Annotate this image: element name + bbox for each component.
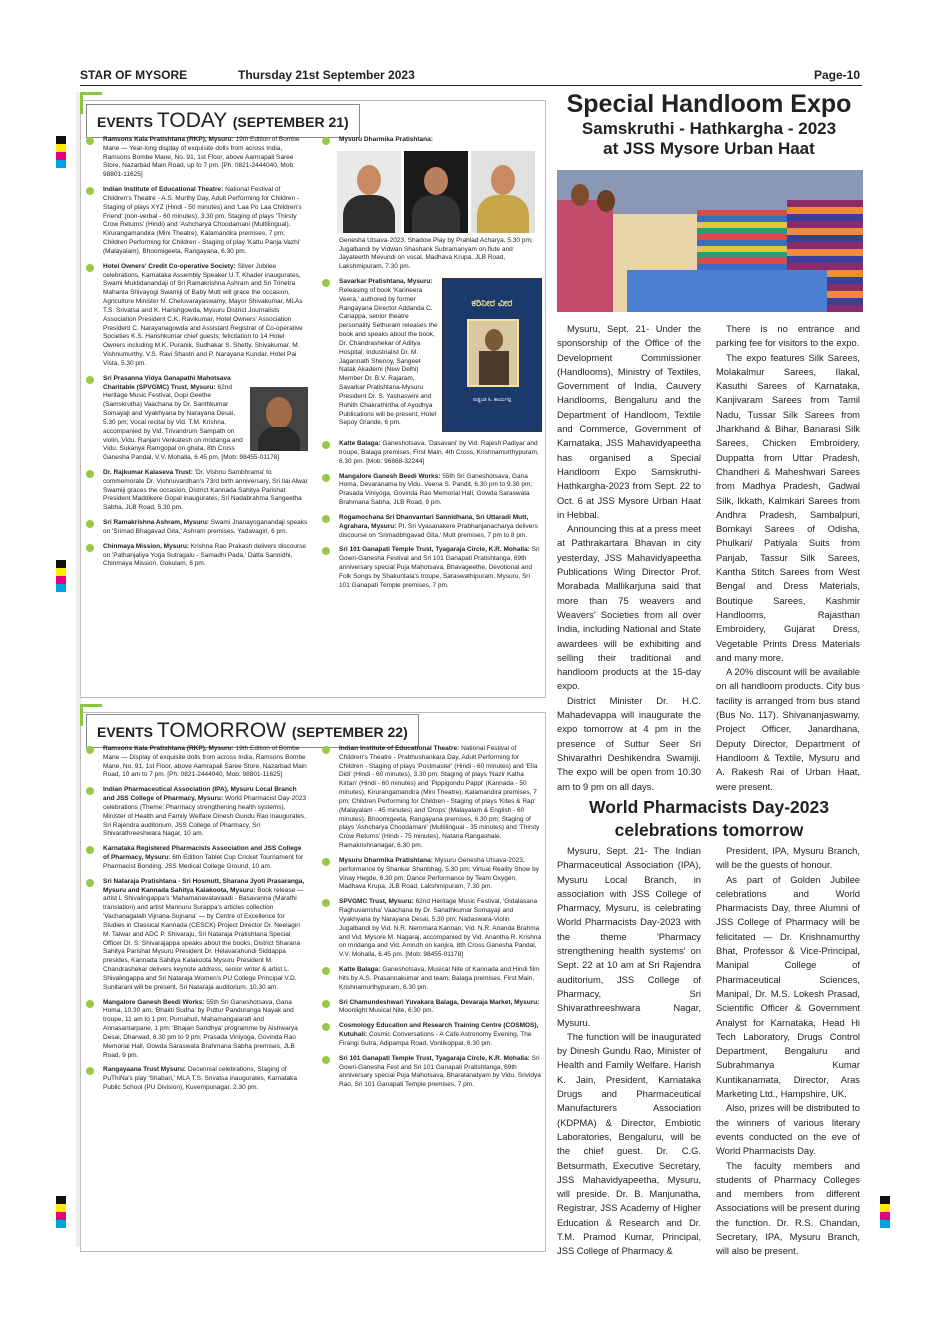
event-item: Ramsons Kala Pratishtana (RKP), Mysuru: 19th Edition of Bombe Mane — Year-long display of exquisite dolls from across India, Ramsons Bombe Mane, No. 91, 1st Floor, above Aamrapali Saree Store, Nazarbad Main Road, up to 7 pm. [Ph: 0821-2444040, Mob: 98801-11625] [86, 136, 308, 180]
pharmacists-day-headline: World Pharmacists Day-2023 celebrations tomorrow [589, 797, 829, 840]
event-item: Sri Ramakrishna Ashram, Mysuru: Swami Jnanayoganandaji speaks on 'Srimad Bhagavad Gita,' Ashram premises, Yadavagiri, 6 pm. [86, 519, 308, 537]
handloom-expo-photo [557, 170, 863, 312]
issue-date: Thursday 21st September 2023 [238, 68, 415, 82]
event-item: Dr. Rajkumar Kalaseva Trust: 'Dr. Vishnu Sambhrama' to commemorate Dr. Vishnuvardhan's 73rd birth anniversary, Sri Ilai Alwar Swamiji graces the occasion, District Kannada Sahitya Parishat President Maddikere Gopal inaugurates, Sri Nadabrahma Sangeetha Sabha, JLB Road, 5.30 pm. [86, 469, 308, 513]
color-registration-marks [56, 1196, 66, 1228]
event-item: Sri 101 Ganapati Temple Trust, Tyagaraja Circle, K.R. Mohalla: Sri Gowri-Ganesha Fest and Sri 101 Ganapati Pratishtanga, 69th anniversary special Puja Mahotsava, Bharatanatyam by Vidu. Srividya Rao, Sri 101 Ganapati Temple premises, 7 pm. [322, 1055, 542, 1090]
handloom-column-2: There is no entrance and parking fee for visitors to the expo. The expo features Silk Sarees, Molakalmur Sarees, Ilakal, Kasuthi Sarees of Karnataka, Kanjivaram Sarees from Tamil Nadu, Tussar Silk Sarees from Jharkhand & Bihar, Banarasi Silk Sarees, Chicken Embroidery, Duppatta from Uttar Pradesh, Chandheri & Maheshwari Sarees from Madhya Pradesh, Gadwal Silk, Ikkath, Kalmkari Sarees from Andhra Pradesh, Sambalpuri, Bomkayi Sarees of Odisha, Phulkari/ Patiyala Suits from Panjab, Tassur Silk Sarees, Kantha Stitch Sarees from West Bengal and Dress Materials, Boutique Sarees, Kashmir Handlooms, Rajasthan Embroidery, Gujarat Dress, Vegetable Prints Dress Materials and many more. A 20% discount will be available on all handloom products. City bus facility is arranged from bus stand (Bus No. 117). Shivananjaswamy, Project Officer, Janardhana, Deputy Director, Department of Handloom & Textile, Mysuru and A. Rakesh Rai of Urban Haat, were present. [716, 323, 860, 792]
event-item: Sri Nataraja Pratishtana - Sri Hosmutt, Sharana Jyoti Prasaranga, Mysuru and Kannada Sahitya Kalakoota, Mysuru: Book release — artist L Shivalingappa's 'Mahamanavatavaadi - Basavanna (Marathi translation) and artist Mannuru Surappa's articles collection 'Vachanagalalli Vijnana-Sujnana' — by Centre of Excellence for Studies in Classical Kannada (CESCK) Project Director Dr. Neelagiri M. Talwar and ADC P. Shivaraju, Sri Nataraja Pratishtana Special Officer Dr. S. Shivarajappa speaks about the books, District Sharana Sahitya Parishat Mysuru President Dr. Helavarahundi Siddappa presides, Kannada Sahitya Kalakoota Mysuru President M. Chandrashekar delivers keynote address, senior writer & artist L. Shivalingappa and Sri Nataraja Women's PU College Principal V.D. Sunitarani will be present, Sri Nataraja auditorium, 10.30 am. [86, 878, 308, 993]
event-item: Katte Balaga: Ganeshotsava, Musical Nite of Kannada and Hindi film hits by A.S. Prasannakumar and team, Balaga premises, First Main, Krishnamurthypuram, 6.30 pm. [322, 966, 542, 992]
musician-photo [250, 387, 308, 451]
handloom-column-1: Mysuru, Sept. 21- Under the sponsorship of the Office of the Development Commissioner (Handlooms), Ministry of Textiles, Government of India, Cauvery Handlooms, Bengaluru and the Department of Handloom, Textile and Commerce, Government of Karnataka, JSS Mahavidyapeetha has organised a Special Handloom Expo Samskruthi-Hathkargha-2023 from Sept. 22 to Oct. 6 at JSS Mysore Urban Haat in Hebbal. Announcing this at a press meet at Pathrakartara Bhavan in city yesterday, JSS Mahavidyapeetha Publications Wing Director Prof. Morabada Mallikarjuna said that more than 75 weavers and Weavers' Societies from all over India, including National and State awardees will be exhibiting and selling their traditional and handloom products at the 15-day expo. District Minister Dr. H.C. Mahadevappa will inaugurate the expo tomorrow at 4 pm in the presence of Suttur Seer Sri Shivarathri Deshikendra Swamiji. The expo will be open from 10.30 am to 9 pm on all days. [557, 323, 701, 792]
book-cover [442, 278, 542, 432]
pharma-column-1: Mysuru, Sept. 21- The Indian Pharmaceutical Association (IPA), Mysuru Local Branch, in association with JSS College of Pharmacy, Mysuru, is celebrating World Pharmacists Day-2023 with the theme 'Pharmacy strengthening health systems' on Sept. 22 at 10 am at Sri Rajendra auditorium, JSS College of Pharmacy, Sri Shivarathreeshwara Nagar, Mysuru. The function will be inaugurated by Dinesh Gundu Rao, Minister of Health and Family Welfare. Harish K. Jain, President, Karnataka Drugs and Pharmaceutical Manufacturers Association (KDPMA) & Director, Embiotic Laboratories, Bengaluru, will be the chief guest. Dr. C.G. Betsurmath, Executive Secretary, JSS Mahavidyapeetha, Mysuru, will preside. Dr. B. Manjunatha, Registrar, JSS Academy of Higher Education & Research and Dr. T.M. Pramod Kumar, Principal, JSS College of Pharmacy & [557, 845, 701, 1257]
events-tomorrow-heading: EVENTS TOMORROW (SEPTEMBER 22) [86, 714, 419, 748]
page-number: Page-10 [813, 68, 860, 82]
event-item: ಕರಿನೀರ ವೀರ ಅಡ್ಡಂಡ ಸಿ. ಕಾರ್ಯಪ್ಪ Savarkar Pratishtana, Mysuru: Releasing of book 'Karineera Veera,' authored by former Rangayana Director Addanda C. Cariappa, senior theatre personality Sethuram releases the book and speaks about the book, Dr. Chandrashekar of Aditya Hospital, Industrialist Dr. M. Jagannath Shenoy, Sangeet Natak Akademi (New Delhi) Member Dr. B.V. Rajaram, Savarkar Pratishtana-Mysuru President Dr. S. Yashaswini and Rohith Chakrathirtha of Ayodhya Publications will be present, Hotel Sepoy Grande, 6 pm. [322, 278, 542, 434]
event-item: Mangalore Ganesh Beedi Works: 55th Sri Ganeshotsava, Gana Homa, Devaranama by Vidu. Veena S. Pandit, 6.30 pm to 9.30 pm; Prasada Viniyoga, Govinda Rao Memorial Hall, Gowda Saraswata Brahmana Sabha, JLB Road, 9 pm. [322, 473, 542, 508]
event-item: Sri Prasanna Vidya Ganapathi Mahotsava Charitable (SPVGMC) Trust, Mysuru: 62nd Heritage Music Festival, Gopi Geethe (Samskrutha) Vaachana by Dr. Santhkumar Somayaji and Vyakhyana by Narayana Desai, 5.30 pm; Vocal recital by Vid. T.M. Krishna, accompanied by Vid. Trivandrum Sampath on violin, Vidu. Ranjani Venkatesh on mridanga and Vidu. Sukanya Ramgopal on ghata, 8th Cross Ganesha Pandal, V.V. Mohalla, 6.45 pm. [Mob: 98455-01178] [86, 375, 308, 463]
newspaper-name: STAR OF MYSORE [80, 68, 188, 82]
handloom-headline: Special Handloom Expo Samskruthi - Hathkargha - 2023 at JSS Mysore Urban Haat [566, 90, 852, 159]
artist-photo [404, 151, 468, 233]
event-item: Rangayaana Trust Mysuru: Decennial celebrations, Staging of PuThiNa's play 'Shabari,' MLA T.S. Srivatsa inaugurates, Karnataka Public School (PU Division), Kuvempunagar, 2.30 pm. [86, 1066, 308, 1092]
events-today-right-column [322, 136, 542, 597]
event-item: Sri 101 Ganapati Temple Trust, Tyagaraja Circle, K.R. Mohalla: Sri Gowri-Ganesha Festival and Sri 101 Ganapati Pratishtanga, 69th anniversary special Puja Mahotsava, Bhavageethe, Devotional and Folk Songs by Shakuntala's troupe, Saraswathipuram, Mysuru, Sri 101 Ganapati Temple premises, 7 pm. [322, 546, 542, 590]
event-item: Indian Institute of Educational Theatre: National Festival of Children's Theatre - A.S. Murthy Day, Adult Performing for Children - Staging of plays XYZ (Hindi - 50 minutes) and 'Laa Po Laa Children's Friend' (non-verbal - 60 minutes), 3.30 pm; Staging of plays 'Thirsty Crow Returns' (Hindi) and 'Ashcharya Choodamani (Multilingual), Kirurangamandira (Mini Theatre), Kalamandira premises, 7 pm; Children Performing for Children - Staging of play 'Kattu Panja Vazhi' (Malayalam), Bhoomigeeta, Rangayana, 6.30 pm. [86, 186, 308, 257]
event-item: Mysuru Dharmika Pratishtana: Mysuru Genesha Utsava-2023, performance by Shankar Shanbhag, 5.30 pm; Virtual Reality Show by Vinay Hegde, 6.30 pm; Dance Performance by Team Oxygen, Madhava Krupa, JLB Road, Lakshmipuram, 7.30 pm. [322, 857, 542, 892]
book-cover-illustration [467, 319, 519, 387]
event-item: Mangalore Ganesh Beedi Works: 55th Sri Ganeshotsava, Gana Homa, 10.30 am; 'Bhakti Sudha' by Puttur Panduranga Nayak and troupe, 11 am to 1 pm; Purnahuti, Mahamangalarati and Annasantarpane, 1 pm; 'Bhajan Sandhya' programme by Aishwarya Desai, Dharwad, 6.30 pm to 9 pm; Prasada Viniyoga, Govinda Rao Memorial Hall, Gowda Saraswata Brahmana Sabha premises, JLB Road, 9 pm. [86, 999, 308, 1061]
color-registration-marks [56, 136, 66, 168]
event-item: SPVGMC Trust, Mysuru: 62nd Heritage Music Festival, 'Gidalasana Raghuvamsha' Vaachana by Dr. Sanathkumar Somayaji and Vyakhyana by Narayana Desai, 5.30 pm; Nadaswara-Violin Jugalbandi by Vid. N.R. Nemmara Kannan, Vid. N.R. Ananda Brahma and Vid. Mysore M. Nagaraj, accompanied by Vid. Anantha R. Krishna on mridanga and Vid. Amruth on kanjira, 8th Cross Ganesha Pandal, V.V. Mohalla, 6.45 pm. [Mob: 98455-01178] [322, 898, 542, 960]
pharma-column-2: President, IPA, Mysuru Branch, will be the guests of honour. As part of Golden Jubilee celebrations and World Pharmacists Day, three Alumni of JSS College of Pharmacy will be felicitated — Dr. Krishnamurthy Bhat, Professor & Vice-Principal, Manipal College of Pharmaceutical Sciences, Manipal, Dr. M.S. Lokesh Prasad, Scientific Officer & Government Analyst for Karnataka, Head Hi Tech Laboratory, Drugs Control Department, Bengaluru and Subrahmanya Kumar Kuntikanamata, Director, Aras Marketing Ltd., Hampshire, UK. Also, prizes will be distributed to the winners of various literary events conducted on the eve of World Pharmacists Day. The faculty members and students of Pharmacy Colleges and members from different Associations will be present during the function. Dr. R.S. Chandan, Secretary, IPA, Mysuru Branch, will also be present. [716, 845, 860, 1257]
book-author: ಅಡ್ಡಂಡ ಸಿ. ಕಾರ್ಯಪ್ಪ [472, 397, 512, 404]
book-title: ಕರಿನೀರ ವೀರ [471, 298, 513, 310]
page-header [80, 66, 862, 86]
event-item: Ramsons Kala Pratishtana (RKP), Mysuru: 19th Edition of Bombe Mane — Display of exquisite dolls from across India, Ramsons Bombe Mane, No. 91, 1st Floor, above Aamrapali Saree Store, Nazarbad Main Road, 10 am to 7 pm. [Ph: 0821-2444040, Mob: 98801-11625] [86, 745, 308, 780]
events-tomorrow-right-column [322, 745, 542, 1096]
color-registration-marks [880, 1196, 890, 1228]
event-item: Mysuru Dharmika Pratishtana: Genesha Utsava-2023, Shadow Play by Prahlad Acharya, 5.30 pm; Jugalbandi by Vidwan Shashank Subramanyam on flute and Jayateerth Mevundi on vocal, Madhava Krupa, JLB Road, Lakshmipuram, 7.30 pm. [322, 136, 542, 272]
artist-photo [337, 151, 401, 233]
artist-photo [471, 151, 535, 233]
event-item: Sri Chamundeshwari Yuvakara Balaga, Devaraja Market, Mysuru: Moonlight Musical Nite, 6.30 pm. [322, 999, 542, 1017]
event-item: Chinmaya Mission, Mysuru: Krishna Rao Prakash delivers discourse on 'Pathanjaliya Yoga Sutragalu - Samadhi Pada,' Datta Sannidhi, Chinmaya Mission, Gokulam, 6 pm. [86, 543, 308, 569]
event-item: Indian Institute of Educational Theatre: National Festival of Children's Theatre - Prabhushankara Day, Adult Performing for Children - Staging of plays 'Postmaster' (Hindi - 60 minutes) and 'Ella Didi' (Hindi - 60 minutes), 3.30 pm; Staging of plays 'Nazir Katha Kirtan' (Hindi - 60 minutes) and 'Pippigondu Pappi' (Kannada - 50 minutes), Kirurangamandira (Mini Theatre), Kalamandira premises, 7 pm; Children Performing for Children - Staging of plays 'Kites & Rap' (Malayalam - 45 minutes) and 'Drops' (Malayalam & English - 60 minutes), Bhoomigeeta, Rangayana premises, 6.30 pm; Staging of plays 'Ashcharya Choodamani' (Multilingual - 35 minutes) and 'Thirsty Crow Returns' (Hindi - 75 minutes), Natana Rangashale, Ramakrishnanagar, 6.30 pm. [322, 745, 542, 851]
events-today-left-column [86, 136, 308, 575]
events-tomorrow-left-column [86, 745, 308, 1099]
event-item: Karnataka Registered Pharmacists Association and JSS College of Pharmacy, Mysuru: 6th Edition Tablet Cup Cricket Tournament for Pharmacist Bonding, JSS Medical College Ground, 10 am. [86, 845, 308, 871]
color-registration-marks [56, 560, 66, 592]
events-today-heading: EVENTS TODAY (SEPTEMBER 21) [86, 104, 360, 138]
event-item: Indian Pharmaceutical Association (IPA), Mysuru Local Branch and JSS College of Pharmacy, Mysuru: World Pharmacist Day-2023 celebrations (Theme: Pharmacy strengthening health systems), Minister of Health and Family Welfare Dinesh Gundu Rao inaugurates, Sri Rajendra auditorium, JSS College of Pharmacy, Sri Shivarathreeshwara Nagar, 10 am. [86, 786, 308, 839]
event-item: Katte Balaga: Ganeshotsava, 'Dasavani' by Vid. Rajesh Padiyar and troupe, Balaga premises, First Main, 4th Cross, Krishnamurthypuram, 6.30 pm. [Mob: 96868-32244] [322, 440, 542, 466]
event-item: Rogamochana Sri Dhanvantari Sannidhana, Sri Uttaradi Mutt, Agrahara, Mysuru: Pt. Sri Vyasanakere Prabhanjanacharya delivers discourse on 'Srimadbhgavad Gita,' Mutt premises, 7 pm to 8 pm. [322, 514, 542, 540]
artist-photos [337, 151, 542, 233]
event-item: Hotel Owners' Credit Co-operative Society: Silver Jubilee celebrations, Karnataka Assembly Speaker U.T. Khader inaugurates, Swami Muktidanandaji of Sri Ramakrishna Ashram and Sri Trinetra Mahanta Shivayogi Swamiji of Baby Mutt will grace the occasion, Agriculture Minister N. Cheluvarayaswamy, Mayor Shivakumar, MLAs T.S. Srivatsa and K. Harishgowda, Mysuru District Journalists Association President C.K. Ravikumar, Hotel Owners' Association President C. Narayanagowda and Assistant Registrar of Co-operative Societies K.S. Harishkumar chief guests; felicitation to 14 Hotel Owners including M.K. Puranik, Sudhakar S. Shetty, Shivakumar, M. Vishnumurthy, V.S. Ravi Shastri and P. Narayana Kundar, Hotel Pai Vista, 5.30 pm. [86, 263, 308, 369]
event-item: Cosmology Education and Research Training Centre (COSMOS), Kutuhali: Cosmic Conversations - A Cafe Astronomy Evening, The Firangi Sutra, Adipampa Road, Vontikoppal, 6.30 pm. [322, 1022, 542, 1048]
